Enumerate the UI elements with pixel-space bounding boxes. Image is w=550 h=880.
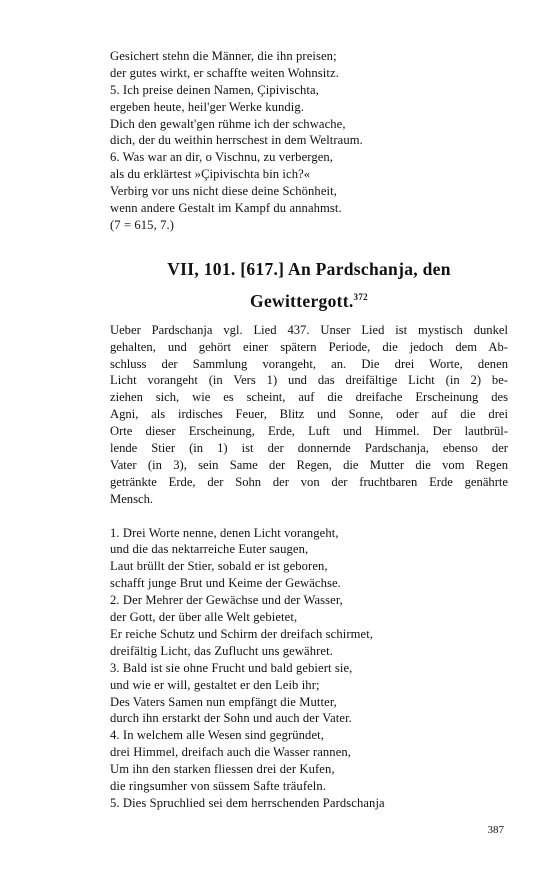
- heading-line-2-text: Gewittergott.: [250, 290, 354, 311]
- verse-line: ergeben heute, heil'ger Werke kundig.: [110, 99, 305, 114]
- verse-line: die ringsumher von süssem Safte träufeln.: [110, 778, 327, 793]
- footnote-ref[interactable]: 372: [353, 291, 368, 302]
- verse-line: und wie er will, gestaltet er den Leib ihr;: [110, 677, 320, 692]
- page-number: 387: [487, 824, 504, 836]
- verse-line: 4. In welchem alle Wesen sind gegründet,: [110, 728, 324, 743]
- verse-line: dich, der du weithin herrschest in dem Weltraum.: [110, 133, 363, 148]
- verse-line: 5. Dies Spruchlied sei dem herrschenden Pardschanja: [110, 795, 385, 810]
- top-verse-block: [110, 48, 508, 234]
- verse-line: Er reiche Schutz und Schirm der dreifach schirmet,: [110, 626, 374, 641]
- heading-line-2: [110, 290, 508, 312]
- prose-line: schluss der Sammlung vorangeht, an. Die drei Worte, denen: [110, 356, 508, 371]
- verse-line: Dich den gewalt'gen rühme ich der schwache,: [110, 116, 346, 131]
- verse-line: 2. Der Mehrer der Gewächse und der Wasser,: [110, 593, 343, 608]
- verse-line: wenn andere Gestalt im Kampf du annahmst.: [110, 201, 342, 216]
- verse-line: als du erklärtest »Çipivischta bin ich?«: [110, 167, 311, 182]
- prose-line: Vater (in 3), sein Same der Regen, die Mutter die vom Regen: [110, 457, 508, 472]
- prose-line: Mensch.: [110, 491, 154, 506]
- verse-line: drei Himmel, dreifach auch die Wasser rannen,: [110, 745, 352, 760]
- prose-line: Ueber Pardschanja vgl. Lied 437. Unser Lied ist mystisch dunkel: [110, 322, 508, 337]
- prose-line: gehalten, und gehört einer spätern Periode, die jedoch dem Ab-: [110, 339, 508, 354]
- intro-paragraph: [110, 322, 508, 508]
- verse-line: Laut brüllt der Stier, sobald er ist geboren,: [110, 559, 328, 574]
- prose-line: Orte dieser Erscheinung, Erde, Luft und Himmel. Der lautbrül-: [110, 424, 508, 439]
- verse-line: Gesichert stehn die Männer, die ihn preisen;: [110, 49, 337, 63]
- prose-line: lende Stier (in 1) ist der donnernde Pardschanja, ebenso der: [110, 441, 508, 456]
- verse-line: 6. Was war an dir, o Vischnu, zu verbergen,: [110, 150, 334, 165]
- verse-line: Um ihn den starken fliessen drei der Kufen,: [110, 762, 335, 777]
- prose-line: getränkte Erde, der Sohn der von der fruchtbaren Erde genährte: [110, 474, 508, 489]
- verse-line: 1. Drei Worte nenne, denen Licht vorangeht,: [110, 525, 339, 540]
- prose-line: Agni, als irdisches Feuer, Blitz und Sonne, oder auf die drei: [110, 407, 508, 422]
- page-body: [110, 48, 508, 812]
- section-heading: [110, 258, 508, 312]
- verse-line: der Gott, der über alle Welt gebietet,: [110, 610, 298, 625]
- verse-line: der gutes wirkt, er schaffte weiten Wohnsitz.: [110, 65, 339, 80]
- verse-line: 3. Bald ist sie ohne Frucht und bald gebiert sie,: [110, 660, 353, 675]
- verse-line: durch ihn erstarkt der Sohn und auch der Vater.: [110, 711, 352, 726]
- verse-line: (7 = 615, 7.): [110, 217, 175, 232]
- verse-line: 5. Ich preise deinen Namen, Çipivischta,: [110, 82, 319, 97]
- verse-line: Verbirg vor uns nicht diese deine Schönheit,: [110, 184, 337, 199]
- prose-line: ziehen sich, wie es scheint, auf die dreifache Erscheinung des: [110, 390, 508, 405]
- verse-line: und die das nektarreiche Euter saugen,: [110, 542, 309, 557]
- verse-line: dreifältig Licht, das Zuflucht uns gewähret.: [110, 643, 333, 658]
- heading-line-1: VII, 101. [617.] An Pardschanja, den: [167, 258, 451, 279]
- verse-line: Des Vaters Samen nun empfängt die Mutter,: [110, 694, 337, 709]
- bottom-verse-block: [110, 525, 508, 812]
- verse-line: schafft junge Brut und Keime der Gewächse.: [110, 576, 341, 591]
- prose-line: Licht vorangeht (in Vers 1) und das dreifältige Licht (in 2) be-: [110, 373, 508, 388]
